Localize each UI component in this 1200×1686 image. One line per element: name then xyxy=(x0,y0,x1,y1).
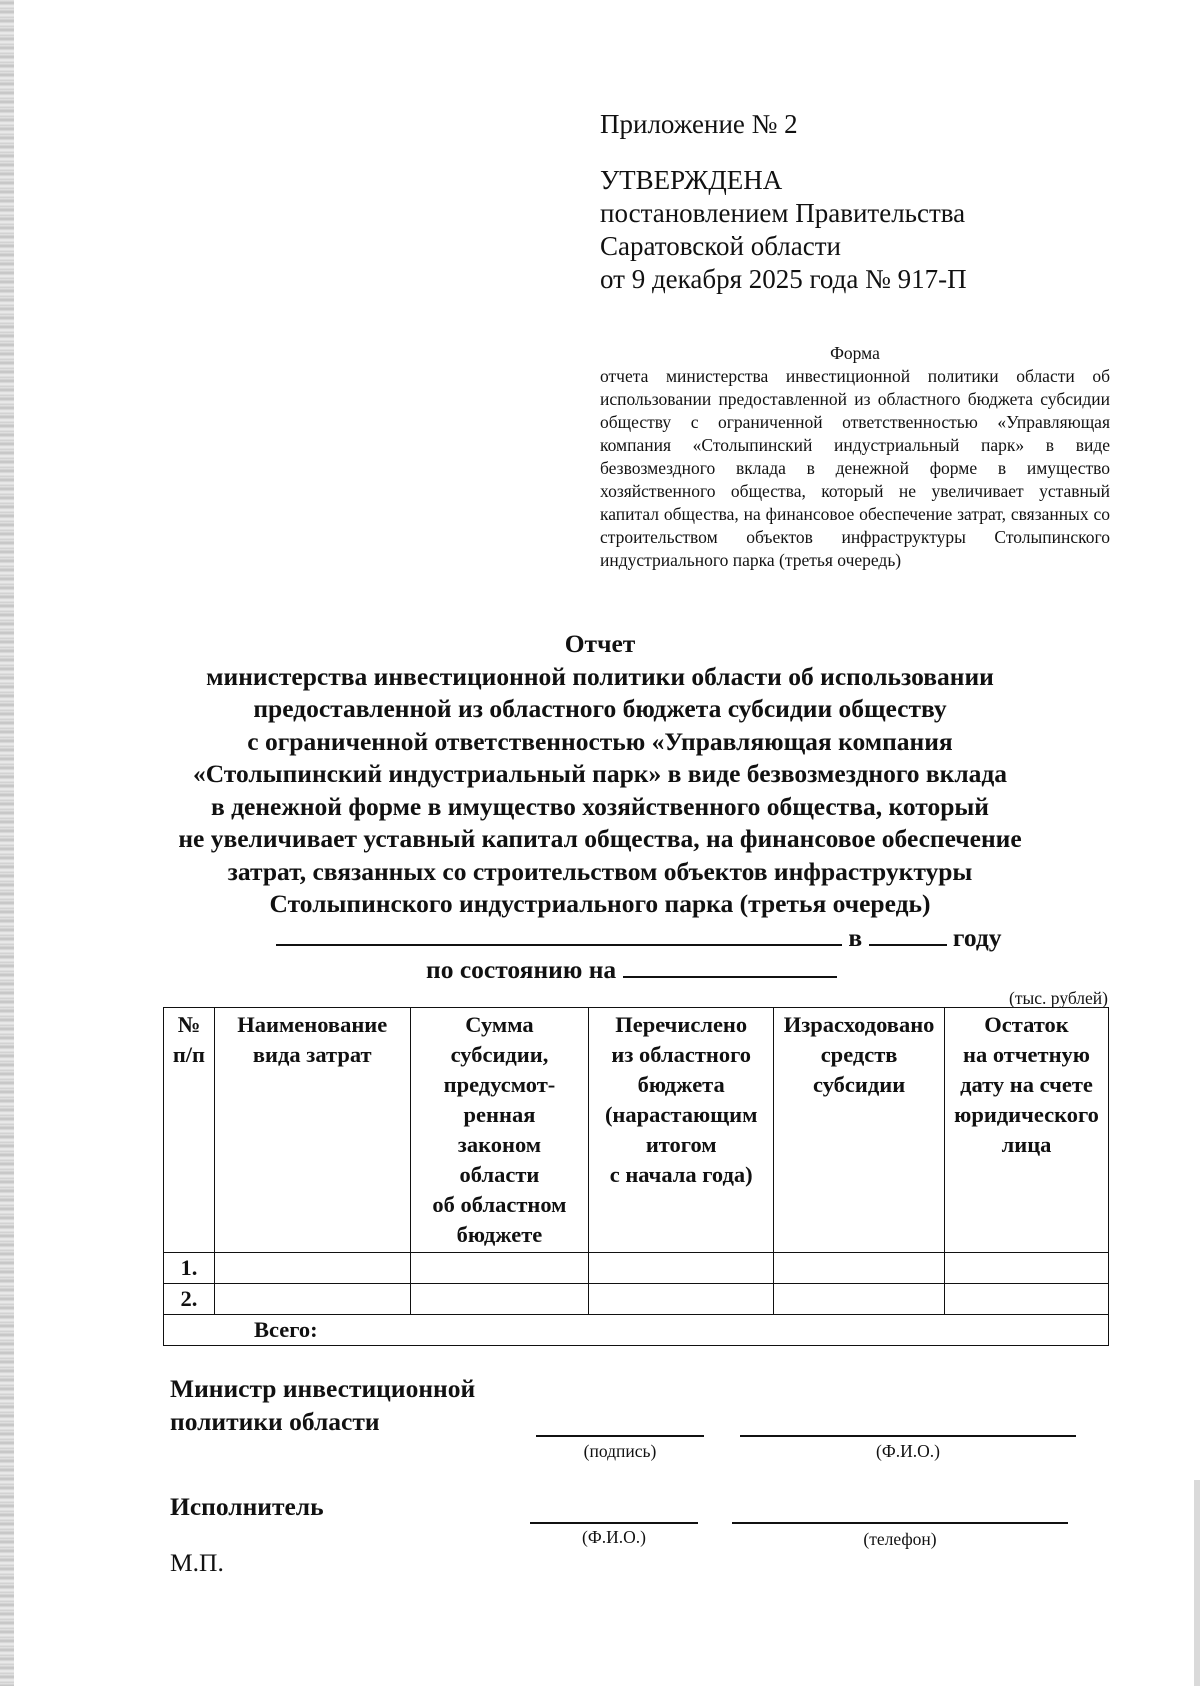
minister-title xyxy=(170,1372,475,1438)
report-title: Отчет xyxy=(564,629,636,658)
column-header-balance: Остаток на отчетную дату на счете юридического лица xyxy=(945,1008,1109,1253)
column-header-cost-type: Наименование вида затрат xyxy=(214,1008,410,1253)
column-header-spent: Израсходовано средств субсидии xyxy=(774,1008,945,1253)
appendix-number: Приложение № 2 xyxy=(600,109,798,139)
report-title-line: Столыпинского индустриального парка (третья очередь) xyxy=(269,889,931,918)
executor-phone-line[interactable] xyxy=(732,1522,1068,1524)
column-header-transferred: Перечислено из областного бюджета (нарастающим итогом с начала года) xyxy=(589,1008,774,1253)
executor-label: Исполнитель xyxy=(170,1492,324,1521)
minister-title-line: политики области xyxy=(170,1407,380,1436)
report-title-line: не увеличивает уставный капитал общества, на финансовое обеспечение xyxy=(178,824,1022,853)
table-row xyxy=(164,1253,1109,1284)
report-title-line: в денежной форме в имущество хозяйственного общества, который xyxy=(211,791,989,821)
units-label: (тыс. рублей) xyxy=(1009,988,1108,1008)
period-line xyxy=(276,922,1002,954)
approval-line: постановлением Правительства xyxy=(600,198,966,228)
table-total-row xyxy=(164,1315,1109,1346)
report-title-line: «Столыпинский индустриальный парк» в виде безвозмездного вклада xyxy=(192,759,1008,788)
table-cell[interactable] xyxy=(945,1253,1109,1284)
stamp-place: М.П. xyxy=(170,1548,224,1577)
table-cell[interactable] xyxy=(214,1284,410,1315)
table-cell[interactable] xyxy=(410,1284,589,1315)
minister-fio-line[interactable] xyxy=(740,1435,1076,1437)
period-blank[interactable] xyxy=(276,922,842,946)
report-heading xyxy=(150,628,1050,921)
table-cell[interactable] xyxy=(945,1284,1109,1315)
table-cell[interactable] xyxy=(774,1284,945,1315)
total-label: Всего: xyxy=(164,1315,1109,1346)
form-label: Форма xyxy=(830,343,880,363)
year-blank[interactable] xyxy=(869,922,947,946)
table-cell: 1. xyxy=(164,1253,215,1284)
report-title-line: министерства инвестиционной политики области об использовании xyxy=(206,661,994,691)
table-header-row xyxy=(164,1008,1109,1253)
as-of-line xyxy=(426,954,837,986)
executor-fio-caption: (Ф.И.О.) xyxy=(582,1527,646,1547)
as-of-date-blank[interactable] xyxy=(623,954,837,978)
executor-fio-line[interactable] xyxy=(530,1522,698,1524)
table-cell[interactable] xyxy=(214,1253,410,1284)
scan-edge-right xyxy=(1194,1480,1200,1686)
table-cell[interactable] xyxy=(589,1284,774,1315)
column-header-number: № п/п xyxy=(164,1008,215,1253)
signature-caption: (подпись) xyxy=(583,1441,657,1461)
table-cell[interactable] xyxy=(410,1253,589,1284)
minister-signature-line[interactable] xyxy=(536,1435,704,1437)
report-title-line: с ограниченной ответственностью «Управляющая компания xyxy=(247,726,953,756)
approval-line: УТВЕРЖДЕНА xyxy=(600,165,783,195)
table-cell[interactable] xyxy=(774,1253,945,1284)
report-title-line: затрат, связанных со строительством объектов инфраструктуры xyxy=(227,856,973,886)
approval-line: от 9 декабря 2025 года № 917-П xyxy=(600,264,967,294)
year-connector: в xyxy=(848,923,863,952)
form-description: отчета министерства инвестиционной политики области об использовании предоставленной из областного бюджета субсидии обществу с ограниченной ответственностью «Управляющая компания «Столыпинский индустриальный парк» в виде безвозмездного вклада в денежной форме в имущество хозяйственного общества, который не увеличивает уставный капитал общества, на финансовое обеспечение затрат, связанных со строительством объектов инфраструктуры Столыпинского индустриального парка (третья очередь) xyxy=(600,366,1110,570)
year-word: году xyxy=(952,923,1002,952)
scan-edge-left xyxy=(0,0,14,1686)
form-note xyxy=(600,342,1110,572)
fio-caption: (Ф.И.О.) xyxy=(876,1441,940,1461)
table-row xyxy=(164,1284,1109,1315)
column-header-subsidy-amount: Сумма субсидии, предусмот- ренная законом области об областном бюджете xyxy=(410,1008,589,1253)
minister-title-line: Министр инвестиционной xyxy=(170,1374,476,1403)
phone-caption: (телефон) xyxy=(863,1529,937,1549)
table-cell: 2. xyxy=(164,1284,215,1315)
report-table xyxy=(163,1007,1109,1346)
report-title-line: предоставленной из областного бюджета субсидии обществу xyxy=(253,694,947,723)
as-of-label: по состоянию на xyxy=(426,955,617,984)
approval-line: Саратовской области xyxy=(600,231,841,261)
table-cell[interactable] xyxy=(589,1253,774,1284)
approval-block xyxy=(600,164,967,296)
